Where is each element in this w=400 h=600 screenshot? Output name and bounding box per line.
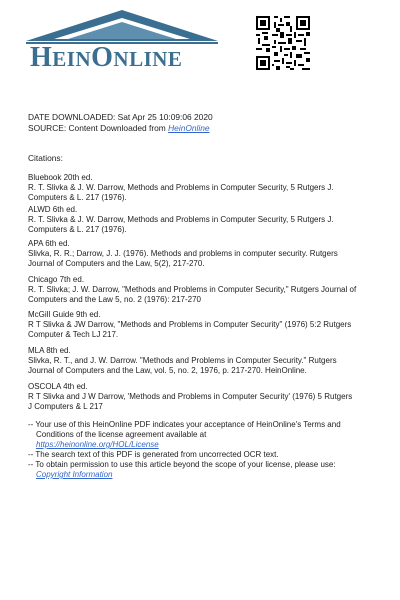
license-link[interactable]: https://heinonline.org/HOL/License: [36, 440, 159, 449]
ocr-notice: -- The search text of this PDF is generated from uncorrected OCR text.: [28, 450, 279, 459]
citation-text: R T Slivka & JW Darrow, "Methods and Problems in Computer Security" (1976) 5:2 Rutgers Computer & Tech LJ 217.: [28, 320, 352, 340]
logo-wordmark: [30, 42, 182, 74]
terms-line: -- Your use of this HeinOnline PDF indicates your acceptance of HeinOnline's Terms and: [28, 420, 341, 429]
terms-notice: [28, 420, 368, 480]
citation-style: APA 6th ed.: [28, 239, 70, 248]
citation-chicago: [28, 275, 358, 306]
copyright-information-link[interactable]: Copyright Information: [36, 470, 113, 479]
logo-letter-h: H: [30, 42, 53, 73]
citation-style: MLA 8th ed.: [28, 346, 71, 355]
source-label: SOURCE: Content Downloaded from: [28, 122, 166, 133]
citation-text: Slivka, R. T., and J. W. Darrow. "Methods and Problems in Computer Security." Rutgers Journal of Computers and the Law, vol. 5, no. 2, 1976, p. 217-270. HeinOnline.: [28, 356, 337, 376]
citation-text: Slivka, R. R.; Darrow, J. J. (1976). Methods and problems in computer security. Rutgers Journal of Computers and the Law, 5(2), 217-270.: [28, 249, 338, 269]
citation-style: Bluebook 20th ed.: [28, 173, 93, 182]
qr-code-icon: [256, 16, 310, 70]
permission-notice: -- To obtain permission to use this article beyond the scope of your license, please use:: [28, 460, 336, 469]
logo-letters-nline: NLINE: [113, 47, 183, 71]
citation-mcgill: [28, 310, 358, 341]
citation-style: ALWD 6th ed.: [28, 205, 78, 214]
citation-text: R. T. Slivka; J. W. Darrow, "Methods and Problems in Computer Security," Rutgers Journal of Computers and the Law 5, no. 2 (1976): 217-270: [28, 285, 357, 305]
citation-text: R. T. Slivka & J. W. Darrow, Methods and Problems in Computer Security, 5 Rutgers J. Computers & L. 217 (1976).: [28, 215, 334, 235]
citation-oscola: [28, 382, 358, 413]
heinonline-link[interactable]: HeinOnline: [168, 122, 210, 133]
date-downloaded-value: Sat Apr 25 10:09:06 2020: [117, 112, 213, 122]
citation-apa: [28, 239, 358, 270]
date-downloaded-label: DATE DOWNLOADED:: [28, 112, 116, 122]
citation-bluebook: [28, 173, 358, 204]
citation-style: Chicago 7th ed.: [28, 275, 85, 284]
download-metadata: [28, 112, 213, 133]
terms-line-continued: Conditions of the license agreement available at: [36, 430, 207, 439]
source-line: [28, 123, 213, 134]
logo-letter-o: O: [91, 42, 114, 73]
citation-mla: [28, 346, 358, 377]
citation-style: OSCOLA 4th ed.: [28, 382, 88, 391]
heinonline-logo[interactable]: [24, 8, 224, 73]
citation-style: McGill Guide 9th ed.: [28, 310, 101, 319]
citation-alwd: [28, 205, 358, 236]
date-downloaded: [28, 112, 213, 123]
citation-text: R. T. Slivka & J. W. Darrow, Methods and Problems in Computer Security, 5 Rutgers J. Computers & L. 217 (1976).: [28, 183, 334, 203]
citations-heading: Citations:: [28, 153, 63, 163]
logo-letters-ein: EIN: [52, 47, 92, 71]
citation-text: R T Slivka and J W Darrow, 'Methods and Problems in Computer Security' (1976) 5 Rutgers J Computers & L 217: [28, 392, 353, 412]
